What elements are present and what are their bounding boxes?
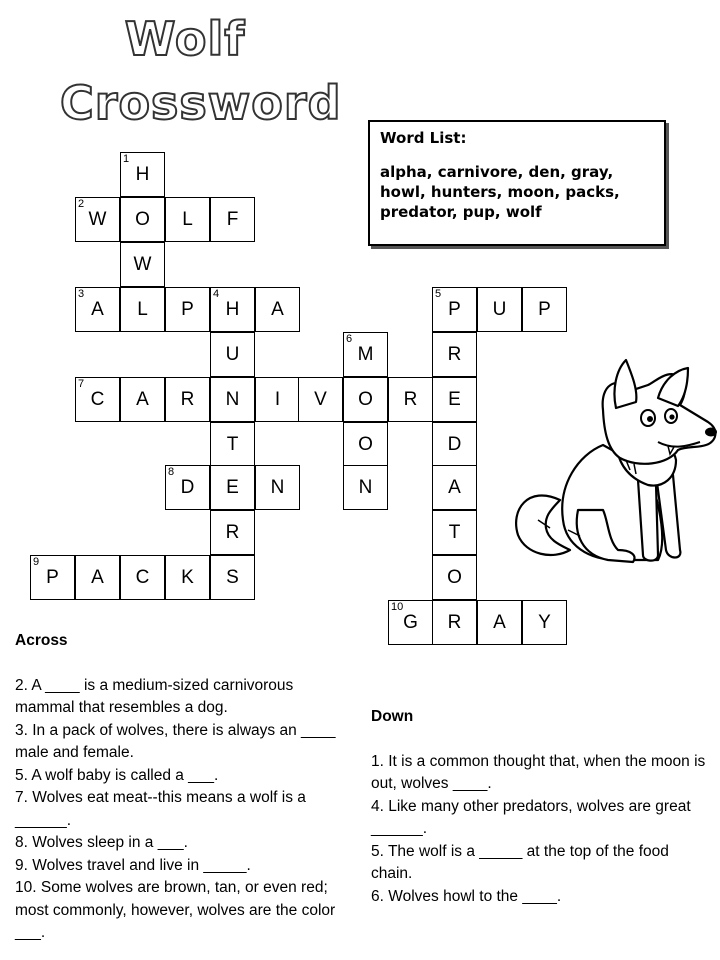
cell-letter: R bbox=[447, 344, 462, 365]
clue-number: 1 bbox=[123, 153, 130, 165]
cell-letter: U bbox=[492, 299, 507, 320]
cell-letter: V bbox=[314, 389, 327, 410]
cell-letter: K bbox=[181, 567, 194, 588]
clue-number: 5 bbox=[435, 288, 442, 300]
grid-cell[interactable] bbox=[120, 377, 165, 422]
clue-number: 7 bbox=[78, 378, 85, 390]
grid-cell[interactable] bbox=[255, 287, 300, 332]
cell-letter: R bbox=[225, 522, 240, 543]
grid-cell[interactable] bbox=[210, 332, 255, 377]
cell-letter: U bbox=[225, 344, 240, 365]
cell-letter: L bbox=[137, 299, 148, 320]
cell-letter: O bbox=[135, 209, 150, 230]
cell-letter: A bbox=[448, 477, 461, 498]
cell-letter: C bbox=[90, 389, 105, 410]
grid-cell[interactable] bbox=[75, 197, 120, 242]
wolf-pupil bbox=[669, 414, 674, 419]
grid-cell[interactable] bbox=[120, 152, 165, 197]
cell-letter: T bbox=[448, 522, 461, 543]
cell-letter: A bbox=[271, 299, 284, 320]
grid-cell[interactable] bbox=[210, 377, 255, 422]
grid-cell[interactable] bbox=[75, 287, 120, 332]
clue-number: 10 bbox=[391, 601, 404, 613]
grid-cell[interactable] bbox=[165, 377, 210, 422]
grid-cell[interactable] bbox=[210, 287, 255, 332]
grid-cell[interactable] bbox=[388, 377, 433, 422]
cell-letter: N bbox=[358, 477, 373, 498]
grid-cell[interactable] bbox=[120, 555, 165, 600]
clue-number: 9 bbox=[33, 556, 40, 568]
wolf-pupil bbox=[647, 416, 653, 422]
cell-letter: P bbox=[538, 299, 551, 320]
grid-cell[interactable] bbox=[343, 422, 388, 467]
across-clue: 5. A wolf baby is called a ___. bbox=[15, 766, 219, 784]
cell-letter: L bbox=[182, 209, 193, 230]
grid-cell[interactable] bbox=[432, 555, 477, 600]
grid-cell[interactable] bbox=[255, 377, 300, 422]
cell-letter: P bbox=[46, 567, 59, 588]
across-clue: 9. Wolves travel and live in _____. bbox=[15, 856, 251, 874]
cell-letter: O bbox=[447, 567, 462, 588]
cell-letter: H bbox=[135, 164, 150, 185]
cell-letter: A bbox=[493, 612, 506, 633]
grid-cell[interactable] bbox=[343, 465, 388, 510]
across-clue: 2. A ____ is a medium-sized carnivorous mammal that resembles a dog. bbox=[15, 676, 294, 716]
word-list-box bbox=[368, 120, 666, 246]
grid-cell[interactable] bbox=[120, 197, 165, 242]
across-clue: 3. In a pack of wolves, there is always an ____ male and female. bbox=[15, 721, 336, 761]
grid-cell[interactable] bbox=[343, 332, 388, 377]
wolf-illustration bbox=[508, 350, 720, 580]
grid-cell[interactable] bbox=[477, 600, 522, 645]
cell-letter: T bbox=[226, 434, 239, 455]
grid-cell[interactable] bbox=[120, 242, 165, 287]
grid-cell[interactable] bbox=[388, 600, 433, 645]
grid-cell[interactable] bbox=[210, 465, 255, 510]
down-clue: 6. Wolves howl to the ____. bbox=[371, 887, 562, 905]
cell-letter: I bbox=[274, 389, 281, 410]
clue-number: 2 bbox=[78, 198, 85, 210]
cell-letter: W bbox=[133, 254, 152, 275]
clue-number: 3 bbox=[78, 288, 85, 300]
grid-cell[interactable] bbox=[75, 377, 120, 422]
down-heading: Down bbox=[371, 708, 414, 725]
cell-letter: A bbox=[136, 389, 149, 410]
cell-letter: A bbox=[91, 567, 104, 588]
grid-cell[interactable] bbox=[432, 510, 477, 555]
clue-number: 4 bbox=[213, 288, 220, 300]
clue-number: 6 bbox=[346, 333, 353, 345]
cell-letter: G bbox=[403, 612, 418, 633]
across-heading: Across bbox=[15, 632, 68, 649]
cell-letter: Y bbox=[538, 612, 551, 633]
cell-letter: O bbox=[358, 434, 373, 455]
down-clue: 4. Like many other predators, wolves are great ______. bbox=[371, 797, 691, 837]
wolf-ear bbox=[614, 360, 636, 408]
clue-number: 8 bbox=[168, 466, 175, 478]
grid-cell[interactable] bbox=[210, 510, 255, 555]
cell-letter: E bbox=[226, 477, 239, 498]
grid-cell[interactable] bbox=[522, 600, 567, 645]
grid-cell[interactable] bbox=[432, 422, 477, 467]
cell-letter: F bbox=[226, 209, 239, 230]
title-line-2: Crossword bbox=[60, 76, 342, 130]
word-list-words: alpha, carnivore, den, gray, howl, hunters, moon, packs, predator, pup, wolf bbox=[380, 163, 620, 221]
cell-letter: A bbox=[91, 299, 104, 320]
grid-cell[interactable] bbox=[343, 377, 388, 422]
word-list-heading: Word List: bbox=[380, 129, 467, 147]
across-clue: 8. Wolves sleep in a ___. bbox=[15, 834, 188, 851]
grid-cell[interactable] bbox=[298, 377, 343, 422]
across-clue: 7. Wolves eat meat--this means a wolf is a ______. bbox=[15, 789, 306, 829]
grid-cell[interactable] bbox=[432, 465, 477, 510]
cell-letter: C bbox=[135, 567, 150, 588]
grid-cell[interactable] bbox=[165, 197, 210, 242]
grid-cell[interactable] bbox=[432, 377, 477, 422]
cell-letter: D bbox=[447, 434, 462, 455]
grid-cell[interactable] bbox=[432, 600, 477, 645]
down-clue: 1. It is a common thought that, when the moon is out, wolves ____. bbox=[371, 752, 706, 792]
cell-letter: N bbox=[270, 477, 285, 498]
cell-letter: R bbox=[447, 612, 462, 633]
grid-cell[interactable] bbox=[210, 197, 255, 242]
cell-letter: R bbox=[180, 389, 195, 410]
down-clue: 5. The wolf is a _____ at the top of the food chain. bbox=[371, 842, 669, 882]
grid-cell[interactable] bbox=[255, 465, 300, 510]
across-clue: 10. Some wolves are brown, tan, or even red; most commonly, however, wolves are the color ___. bbox=[15, 879, 336, 941]
cell-letter: S bbox=[226, 567, 239, 588]
cell-letter: P bbox=[448, 299, 461, 320]
grid-cell[interactable] bbox=[210, 555, 255, 600]
grid-cell[interactable] bbox=[165, 555, 210, 600]
title-line-1: Wolf bbox=[124, 12, 246, 66]
cell-letter: R bbox=[403, 389, 418, 410]
grid-cell[interactable] bbox=[165, 465, 210, 510]
grid-cell[interactable] bbox=[477, 287, 522, 332]
grid-cell[interactable] bbox=[75, 555, 120, 600]
grid-cell[interactable] bbox=[210, 422, 255, 467]
grid-cell[interactable] bbox=[522, 287, 567, 332]
grid-cell[interactable] bbox=[120, 287, 165, 332]
grid-cell[interactable] bbox=[30, 555, 75, 600]
grid-cell[interactable] bbox=[432, 287, 477, 332]
grid-cell[interactable] bbox=[165, 287, 210, 332]
across-clues bbox=[15, 630, 345, 945]
cell-letter: O bbox=[358, 389, 373, 410]
cell-letter: P bbox=[181, 299, 194, 320]
grid-cell[interactable] bbox=[432, 332, 477, 377]
cell-letter: W bbox=[88, 209, 107, 230]
wolf-nose bbox=[705, 428, 717, 437]
cell-letter: H bbox=[225, 299, 240, 320]
cell-letter: D bbox=[180, 477, 195, 498]
cell-letter: E bbox=[448, 389, 461, 410]
down-clues bbox=[371, 706, 706, 908]
cell-letter: M bbox=[357, 344, 374, 365]
cell-letter: N bbox=[225, 389, 240, 410]
